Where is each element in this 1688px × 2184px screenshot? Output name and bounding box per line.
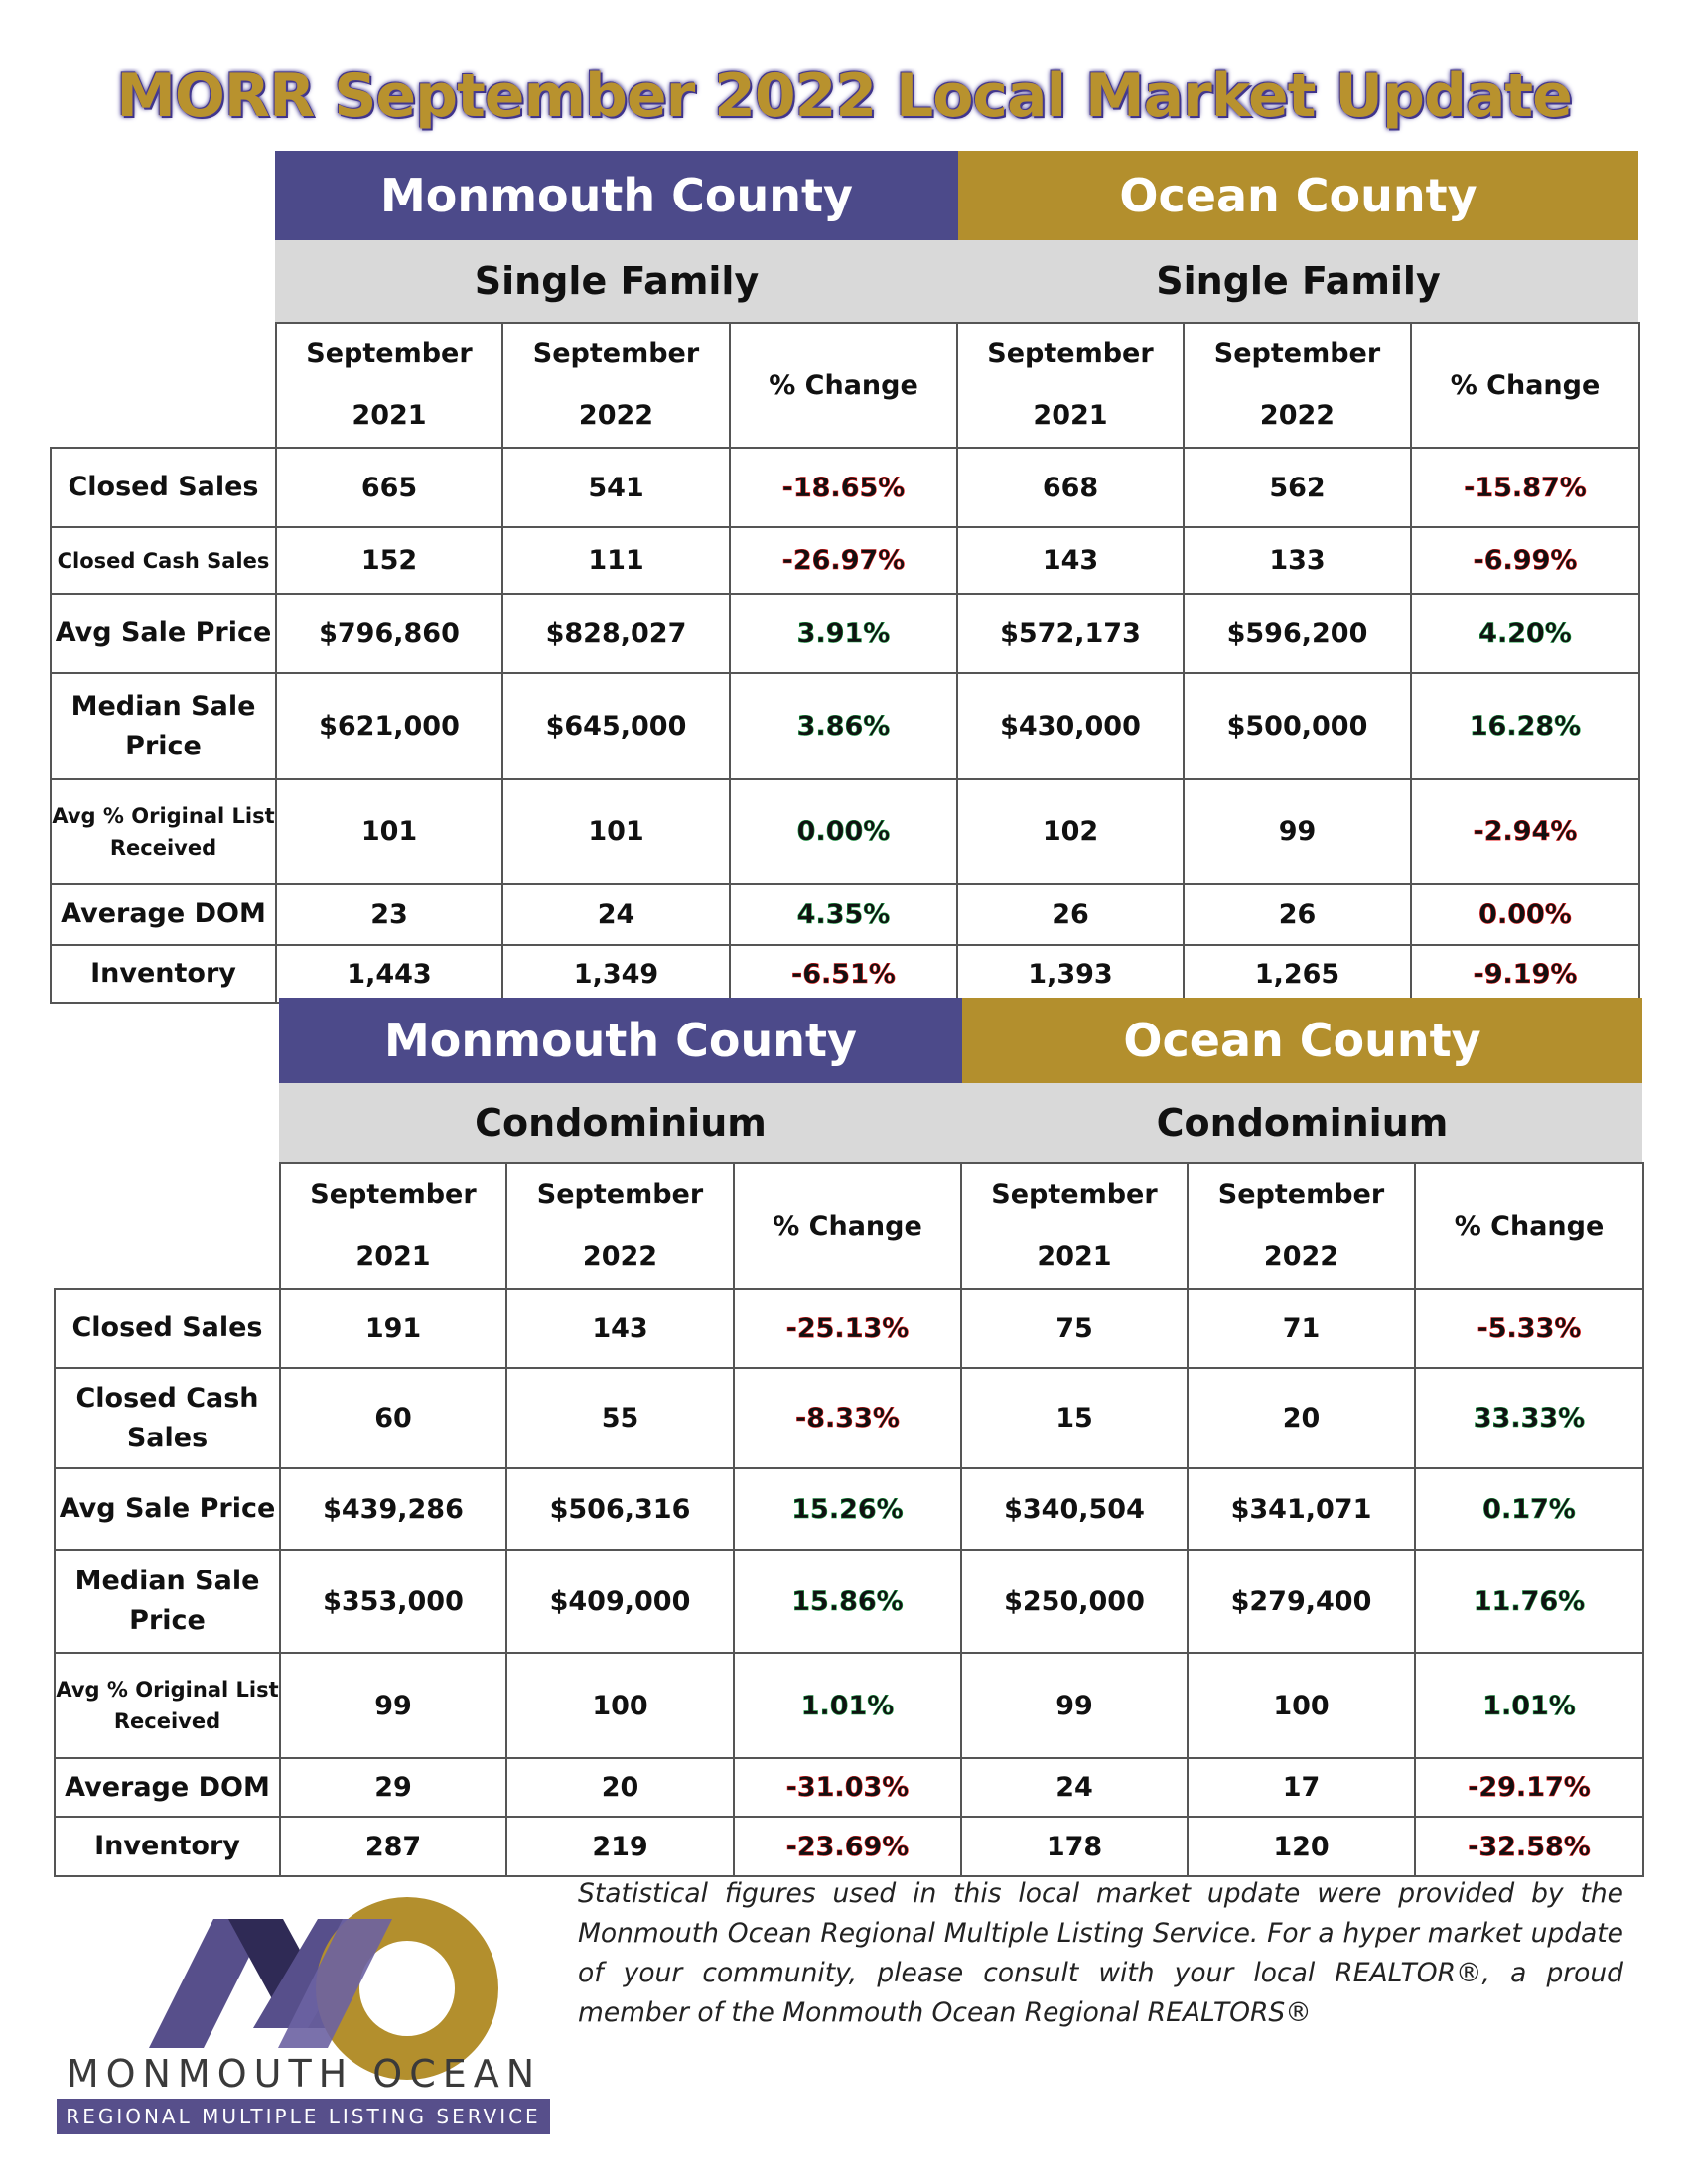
table-row — [51, 527, 1639, 594]
cell-monmouth-2022: 100 — [506, 1653, 734, 1758]
table-row — [51, 448, 1639, 527]
cell-ocean-2021: 102 — [957, 779, 1184, 884]
table-row — [55, 1550, 1643, 1653]
col-header-ocean-2021: September 2021 — [957, 323, 1184, 448]
condo-monmouth-county-header: Monmouth County — [279, 998, 962, 1083]
cell-ocean-2022: 1,265 — [1184, 945, 1411, 1003]
cell-monmouth-2022: 143 — [506, 1289, 734, 1368]
cell-monmouth-2021: 665 — [276, 448, 502, 527]
sf-monmouth-county-header: Monmouth County — [275, 151, 958, 240]
cell-ocean-2021: $250,000 — [961, 1550, 1188, 1653]
cell-ocean-2021: 15 — [961, 1368, 1188, 1468]
cell-ocean-2021: 143 — [957, 527, 1184, 594]
cell-monmouth-change: -6.51% — [730, 945, 957, 1003]
row-label: Inventory — [55, 1817, 280, 1876]
logo-tagline-bar: REGIONAL MULTIPLE LISTING SERVICE — [57, 2099, 550, 2134]
cell-ocean-2022: 562 — [1184, 448, 1411, 527]
table-row — [55, 1758, 1643, 1817]
cell-monmouth-2021: 101 — [276, 779, 502, 884]
cell-ocean-2022: 99 — [1184, 779, 1411, 884]
footnote-text: Statistical figures used in this local market update were provided by the Monmouth Ocean Regional Multiple Listing Service. For a hyper market update of your community, please consult with your local REALTOR®, a proud member of the Monmouth Ocean Regional REALTORS® — [578, 1878, 1623, 2028]
cell-ocean-2021: 24 — [961, 1758, 1188, 1817]
cell-ocean-2022: $500,000 — [1184, 673, 1411, 779]
col-header-ocean-2021: September 2021 — [961, 1163, 1188, 1289]
cell-monmouth-2022: $409,000 — [506, 1550, 734, 1653]
cell-ocean-2022: $596,200 — [1184, 594, 1411, 673]
cell-monmouth-2022: 111 — [502, 527, 730, 594]
cell-ocean-change: -32.58% — [1415, 1817, 1643, 1876]
cell-monmouth-2022: $506,316 — [506, 1468, 734, 1550]
col-header-monmouth-2022: September 2022 — [506, 1163, 734, 1289]
cell-monmouth-2022: 24 — [502, 884, 730, 945]
table-row — [51, 779, 1639, 884]
condo-ocean-county-header: Ocean County — [962, 998, 1642, 1083]
cell-ocean-change: 0.17% — [1415, 1468, 1643, 1550]
col-header-ocean-2022: September 2022 — [1188, 1163, 1415, 1289]
cell-ocean-2021: 26 — [957, 884, 1184, 945]
cell-ocean-2022: $341,071 — [1188, 1468, 1415, 1550]
cell-ocean-2022: 100 — [1188, 1653, 1415, 1758]
table-header-row — [51, 323, 1639, 448]
cell-monmouth-2021: 23 — [276, 884, 502, 945]
row-label: Median Sale Price — [51, 673, 276, 779]
cell-monmouth-change: -8.33% — [734, 1368, 961, 1468]
cell-ocean-change: 33.33% — [1415, 1368, 1643, 1468]
col-header-ocean-change: % Change — [1411, 323, 1639, 448]
logo-wordmark: MONMOUTH OCEAN — [66, 2052, 542, 2096]
table-row — [55, 1653, 1643, 1758]
row-label: Avg Sale Price — [55, 1468, 280, 1550]
row-label: Average DOM — [55, 1758, 280, 1817]
cell-monmouth-2022: 541 — [502, 448, 730, 527]
condo-monmouth-subheader: Condominium — [279, 1083, 962, 1162]
page-title: MORR September 2022 Local Market Update — [116, 62, 1572, 131]
row-label: Closed Sales — [55, 1289, 280, 1368]
row-label: Closed Sales — [51, 448, 276, 527]
row-label: Closed Cash Sales — [51, 527, 276, 594]
cell-monmouth-change: -23.69% — [734, 1817, 961, 1876]
table-row — [51, 594, 1639, 673]
cell-ocean-2021: $572,173 — [957, 594, 1184, 673]
cell-monmouth-2022: $828,027 — [502, 594, 730, 673]
cell-monmouth-2021: 1,443 — [276, 945, 502, 1003]
cell-monmouth-2022: 219 — [506, 1817, 734, 1876]
cell-monmouth-2022: 20 — [506, 1758, 734, 1817]
col-header-ocean-2022: September 2022 — [1184, 323, 1411, 448]
condo-ocean-subheader: Condominium — [962, 1083, 1642, 1162]
cell-monmouth-change: 1.01% — [734, 1653, 961, 1758]
cell-ocean-2021: 1,393 — [957, 945, 1184, 1003]
row-label: Average DOM — [51, 884, 276, 945]
sf-data-table — [50, 322, 1640, 1004]
cell-monmouth-change: 3.86% — [730, 673, 957, 779]
blank-corner — [51, 323, 276, 448]
cell-monmouth-change: -26.97% — [730, 527, 957, 594]
cell-ocean-change: -9.19% — [1411, 945, 1639, 1003]
cell-monmouth-change: -31.03% — [734, 1758, 961, 1817]
table-row — [51, 945, 1639, 1003]
cell-monmouth-2021: 99 — [280, 1653, 506, 1758]
cell-monmouth-2021: $353,000 — [280, 1550, 506, 1653]
cell-ocean-change: -6.99% — [1411, 527, 1639, 594]
cell-ocean-change: -29.17% — [1415, 1758, 1643, 1817]
cell-ocean-change: 1.01% — [1415, 1653, 1643, 1758]
cell-ocean-2021: $340,504 — [961, 1468, 1188, 1550]
cell-ocean-2021: 99 — [961, 1653, 1188, 1758]
cell-ocean-change: 0.00% — [1411, 884, 1639, 945]
row-label: Avg % Original List Received — [55, 1653, 280, 1758]
cell-ocean-2022: 120 — [1188, 1817, 1415, 1876]
cell-monmouth-change: 4.35% — [730, 884, 957, 945]
row-label: Inventory — [51, 945, 276, 1003]
table-row — [51, 673, 1639, 779]
cell-ocean-2021: $430,000 — [957, 673, 1184, 779]
table-row — [55, 1468, 1643, 1550]
table-row — [55, 1817, 1643, 1876]
sf-ocean-county-header: Ocean County — [958, 151, 1638, 240]
col-header-monmouth-change: % Change — [730, 323, 957, 448]
sf-monmouth-subheader: Single Family — [275, 240, 958, 322]
table-row — [51, 884, 1639, 945]
cell-ocean-change: 11.76% — [1415, 1550, 1643, 1653]
table-row — [55, 1368, 1643, 1468]
cell-monmouth-change: 0.00% — [730, 779, 957, 884]
col-header-monmouth-2021: September 2021 — [276, 323, 502, 448]
row-label: Closed Cash Sales — [55, 1368, 280, 1468]
cell-monmouth-change: 3.91% — [730, 594, 957, 673]
condo-data-table — [54, 1162, 1644, 1877]
cell-ocean-2022: $279,400 — [1188, 1550, 1415, 1653]
col-header-monmouth-2021: September 2021 — [280, 1163, 506, 1289]
table-header-row — [55, 1163, 1643, 1289]
cell-monmouth-2021: 60 — [280, 1368, 506, 1468]
cell-monmouth-change: -25.13% — [734, 1289, 961, 1368]
cell-ocean-change: -2.94% — [1411, 779, 1639, 884]
cell-ocean-2021: 75 — [961, 1289, 1188, 1368]
cell-ocean-2022: 133 — [1184, 527, 1411, 594]
cell-monmouth-2021: 287 — [280, 1817, 506, 1876]
cell-monmouth-2021: $439,286 — [280, 1468, 506, 1550]
cell-monmouth-2022: 1,349 — [502, 945, 730, 1003]
cell-monmouth-change: -18.65% — [730, 448, 957, 527]
sf-ocean-subheader: Single Family — [958, 240, 1638, 322]
cell-ocean-2022: 20 — [1188, 1368, 1415, 1468]
row-label: Avg Sale Price — [51, 594, 276, 673]
cell-monmouth-2021: $621,000 — [276, 673, 502, 779]
cell-monmouth-2022: 101 — [502, 779, 730, 884]
cell-monmouth-2021: 191 — [280, 1289, 506, 1368]
col-header-monmouth-2022: September 2022 — [502, 323, 730, 448]
col-header-ocean-change: % Change — [1415, 1163, 1643, 1289]
cell-ocean-2021: 178 — [961, 1817, 1188, 1876]
row-label: Avg % Original List Received — [51, 779, 276, 884]
cell-ocean-2022: 17 — [1188, 1758, 1415, 1817]
cell-ocean-2021: 668 — [957, 448, 1184, 527]
cell-monmouth-2022: $645,000 — [502, 673, 730, 779]
cell-ocean-2022: 26 — [1184, 884, 1411, 945]
cell-monmouth-change: 15.26% — [734, 1468, 961, 1550]
cell-monmouth-2021: $796,860 — [276, 594, 502, 673]
cell-monmouth-2021: 29 — [280, 1758, 506, 1817]
cell-ocean-change: -15.87% — [1411, 448, 1639, 527]
cell-ocean-change: -5.33% — [1415, 1289, 1643, 1368]
col-header-monmouth-change: % Change — [734, 1163, 961, 1289]
table-row — [55, 1289, 1643, 1368]
cell-monmouth-2021: 152 — [276, 527, 502, 594]
cell-monmouth-change: 15.86% — [734, 1550, 961, 1653]
cell-ocean-change: 4.20% — [1411, 594, 1639, 673]
cell-ocean-2022: 71 — [1188, 1289, 1415, 1368]
cell-ocean-change: 16.28% — [1411, 673, 1639, 779]
blank-corner — [55, 1163, 280, 1289]
row-label: Median Sale Price — [55, 1550, 280, 1653]
cell-monmouth-2022: 55 — [506, 1368, 734, 1468]
